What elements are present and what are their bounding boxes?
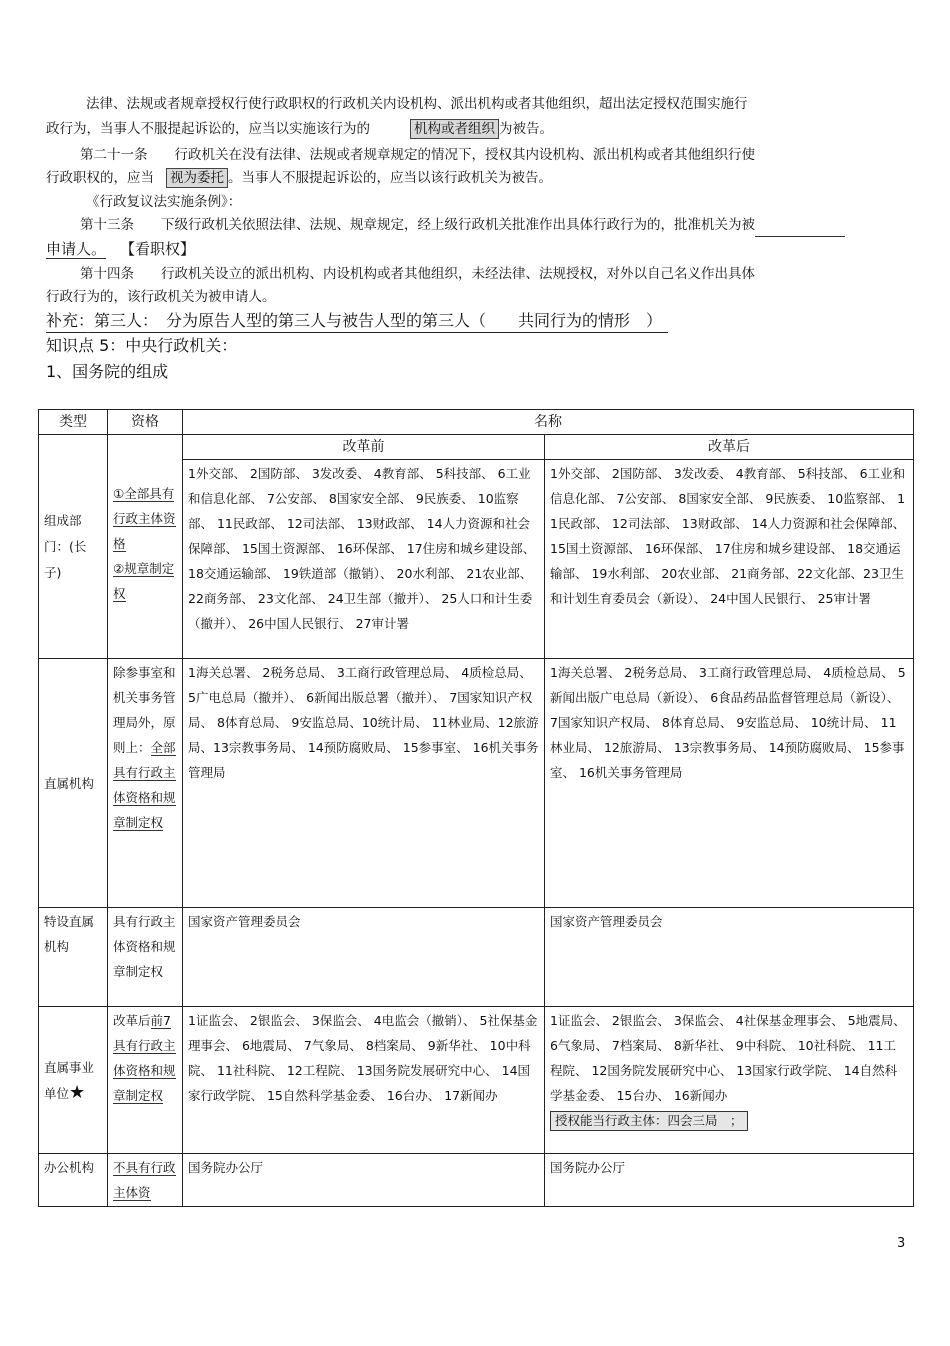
type-label: 直属事业单位 [44,1059,95,1101]
table-cell-after: 1海关总署、 2税务总局、 3工商行政管理总局、 4质检总局、 5新闻出版广电总局（新设）、 6食品药品监督管理总局（新设）、 7国家知识产权局、 8体育总局、 9安监总局、 10统计局、 11林业局、 12旅游局、 13宗教事务局、 14预防腐败局、 15参事室、 16机关事务管理局 [545,659,914,908]
qualification-text: ①全部具有行政主体资格 [113,486,176,551]
table-cell-before: 国家资产管理委员会 [183,908,545,1007]
after-text: 1证监会、 2银监会、 3保监会、 4社保基金理事会、 5地震局、 6气象局、 7档案局、 8新华社、 9中科院、 10社科院、 11工程院、 12国务院发展研究中心、 13国家行政学院、 14自然科学基金委、 15台办、 16新闻办 [550,1013,906,1103]
highlighted-term-box: 视为委托 [166,168,228,188]
table-cell-qualification [108,1154,183,1207]
qualification-text: 前7具有行政主体资格和规章制定权 [113,1013,176,1103]
paragraph-4-line-2 [46,237,195,261]
table-cell-after: 国家资产管理委员会 [545,908,914,1007]
regulation-title: 《行政复议法实施条例》： [86,194,242,210]
table-cell-qualification [108,659,183,908]
qualification-text: ②规章制定权 [113,561,175,601]
underline-mark [86,332,90,333]
paragraph-2-text-b: 。当事人不服提起诉讼的，应当以该行政机关为被告。 [228,170,552,186]
paragraph-2-text-a: 行政职权的，应当 [46,170,154,186]
paragraph-4-text-a: 申请人。 [46,240,107,258]
paragraph-2-line-2 [46,166,552,190]
qualification-text: 全部具有行政主体资格和规章制定权 [113,740,176,830]
table-cell-before: 国务院办公厅 [183,1154,545,1207]
table-row [39,659,914,908]
table-cell-qualification [108,1007,183,1154]
table-cell-type: 特设直属机构 [39,908,108,1007]
table-row [39,908,914,1007]
state-council-table [38,409,914,1207]
table-cell-after: 国务院办公厅 [545,1154,914,1207]
knowledge-point-heading: 知识点 5：中央行政机关： [46,336,238,355]
paragraph-1-line-1: 法律、法规或者规章授权行使行政职权的行政机关内设机构、派出机构或者其他组织，超出法定授权范围实施行 [86,96,748,112]
header-before: 改革前 [183,435,545,460]
qualification-text: 不具有行政主体资 [113,1160,176,1200]
paragraph-4-text-b: 【看职权】 [120,240,196,258]
table-cell-type: 办公机构 [39,1154,108,1207]
table-cell-type [39,1007,108,1154]
table-row [39,1007,914,1154]
table-subheader-row [39,435,914,460]
highlighted-note-box: 授权能当行政主体：四会三局 ； [550,1111,748,1131]
header-type: 类型 [39,410,108,435]
table-cell-qualification [108,435,183,659]
highlighted-term-box: 机构或者组织 [410,119,499,139]
table-cell-after [545,1007,914,1154]
paragraph-5-line-1: 第十四条 行政机关设立的派出机构、内设机构或者其他组织，未经法律、法规授权，对外以自己名义作出具体 [80,266,755,282]
paragraph-1-line-2 [46,117,553,141]
table-cell-before: 1证监会、 2银监会、 3保监会、 4电监会（撤销）、 5社保基金理事会、 6地震局、 7气象局、 8档案局、 9新华社、 10中科院、 11社科院、 12工程院、 13国务院发展研究中心、 14国家行政学院、 15自然科学基金委、 16台办、 17新闻办 [183,1007,545,1154]
header-after: 改革后 [545,435,914,460]
paragraph-4-line-1 [80,213,845,237]
paragraph-4-text: 第十三条 下级行政机关依照法律、法规、规章规定，经上级行政机关批准作出具体行政行为的，批准机关为被 [80,217,755,233]
page-number: 3 [897,1236,906,1251]
table-cell-after: 1外交部、 2国防部、 3发改委、 4教育部、 5科技部、 6工业和信息化部、 7公安部、 8国家安全部、 9民族委、 10监察部、 11民政部、 12司法部、 13财政部、 14人力资源和社会保障部、 15国土资源部、 16环保部、 17住房和城乡建设部、 18交通运输部、 19水利部、 20农业部、 21商务部、22文化部、23卫生和计划生育委员会（新设）、 24中国人民银行、 25审计署 [545,460,914,659]
qualification-text: 除参事室和机关事务管理局外，原则上： [113,665,176,755]
table-header-row [39,410,914,435]
paragraph-2-line-1: 第二十一条 行政机关在没有法律、法规或者规章规定的情况下，授权其内设机构、派出机构或者其他组织行使 [80,147,755,163]
table-cell-before: 1海关总署、 2税务总局、 3工商行政管理总局、 4质检总局、 5广电总局（撤并）、 6新闻出版总署（撤并）、 7国家知识产权局、 8体育总局、 9安监总局、10统计局、 11林业局、12旅游局、13宗教事务局、 14预防腐败局、 15参事室、 16机关事务管理局 [183,659,545,908]
table-cell-type [39,435,108,659]
header-name: 名称 [183,410,914,435]
star-icon: ★ [69,1081,86,1103]
qualification-text: 改革后 [113,1013,151,1028]
table-cell-qualification: 具有行政主体资格和规章制定权 [108,908,183,1007]
paragraph-5-line-2: 行政行为的，该行政机关为被申请人。 [46,289,276,305]
supplement-line: 补充：第三人： 分为原告人型的第三人与被告人型的第三人（ 共同行为的情形 ） [46,310,668,333]
section-title: 1、国务院的组成 [46,362,169,381]
header-qualification: 资格 [108,410,183,435]
type-label: 组成部门：(长子) [44,512,87,580]
paragraph-1-text-a: 政行为，当事人不服提起诉讼的，应当以实施该行为的 [46,121,370,137]
table-cell-before: 1外交部、 2国防部、 3发改委、 4教育部、 5科技部、 6工业和信息化部、 7公安部、 8国家安全部、 9民族委、 10监察部、 11民政部、 12司法部、 13财政部、 14人力资源和社会保障部、 15国土资源部、 16环保部、 17住房和城乡建设部、 18交通运输部、 19铁道部（撤销）、 20水利部、 21农业部、 22商务部、 23文化部、 24卫生部（撤并）、 25人口和计生委（撤并）、 26中国人民银行、 27审计署 [183,460,545,659]
paragraph-1-text-b: 为被告。 [499,121,553,137]
table-cell-type: 直属机构 [39,659,108,908]
table-row [39,1154,914,1207]
